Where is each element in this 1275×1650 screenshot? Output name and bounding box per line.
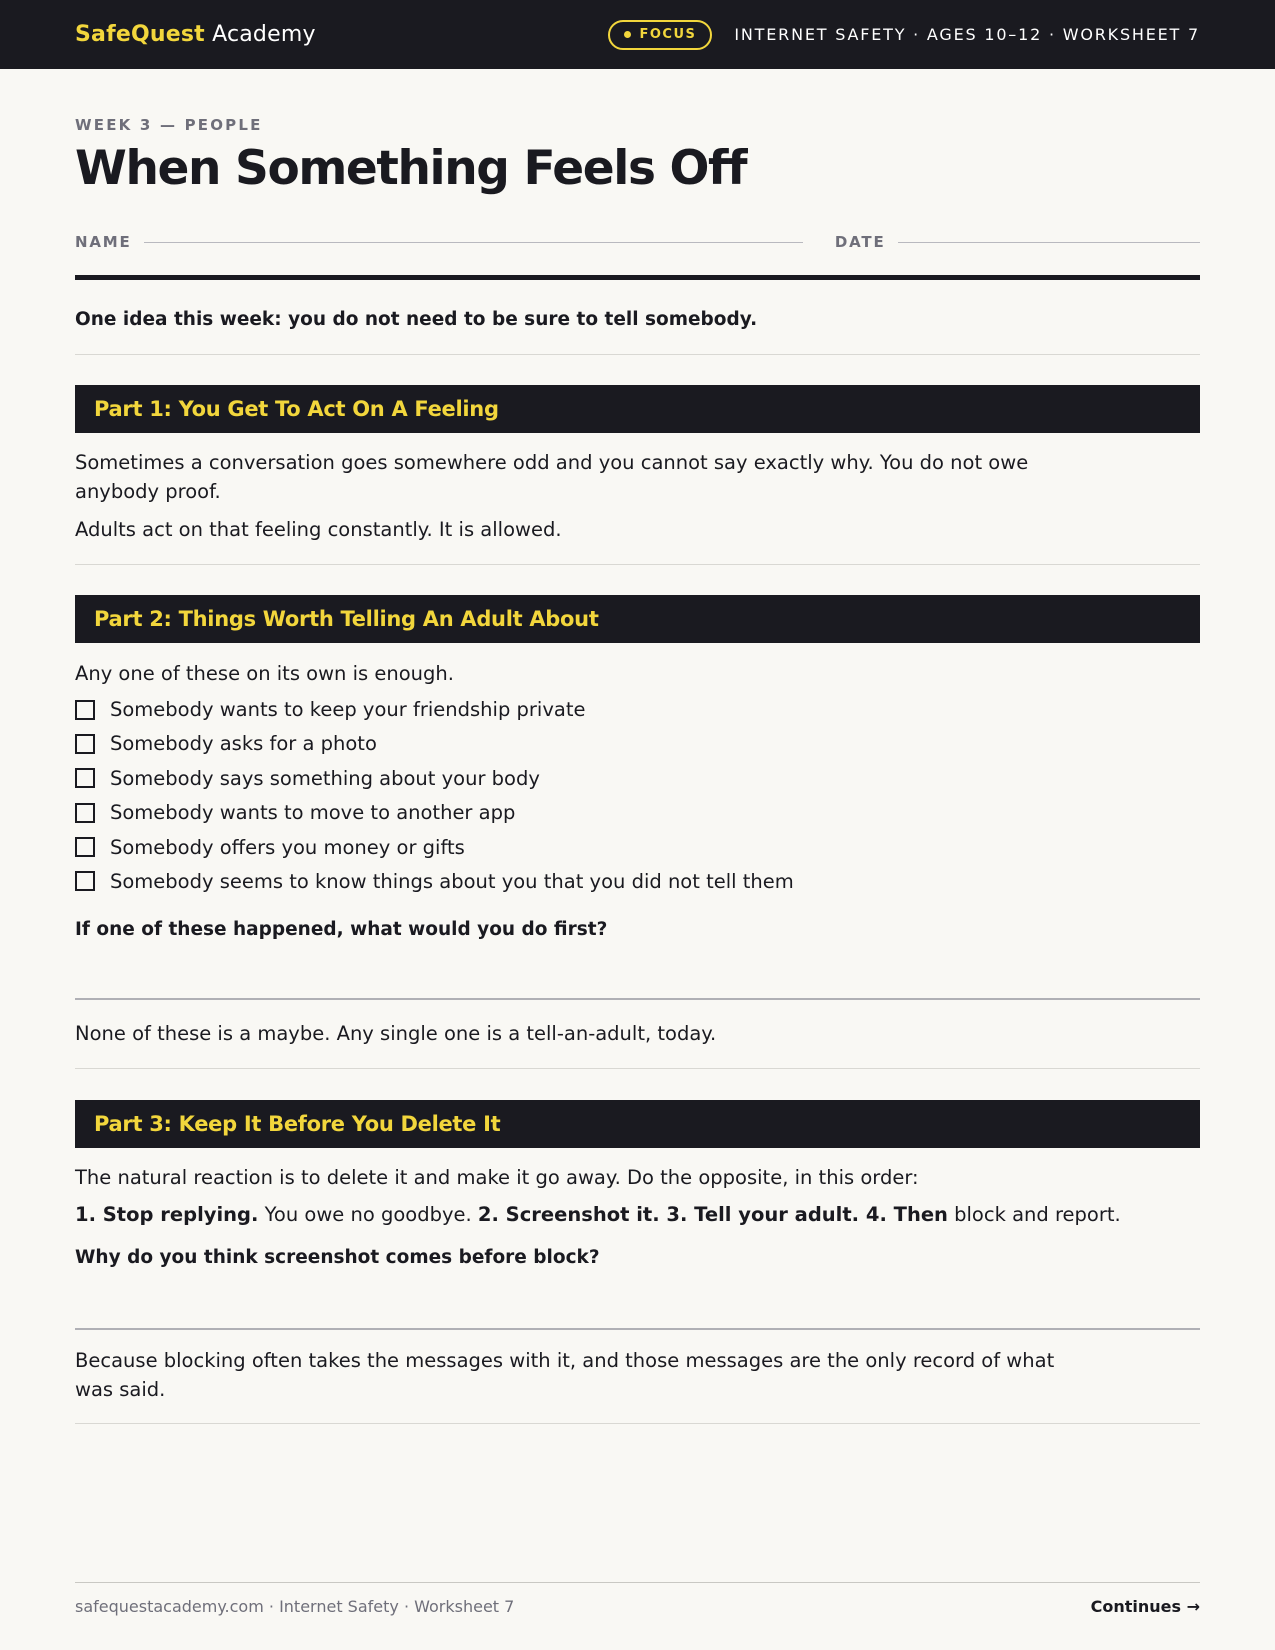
checklist-item <box>75 864 1200 898</box>
checklist-item-label: Somebody seems to know things about you that you did not tell them <box>110 869 794 893</box>
worksheet-body <box>75 69 1200 1424</box>
continues-link[interactable]: Continues → <box>1090 1597 1200 1616</box>
footer-source: safequestacademy.com · Internet Safety · Worksheet 7 <box>75 1597 515 1616</box>
checkbox[interactable] <box>75 768 95 788</box>
brand-name-bold: SafeQuest <box>75 22 205 47</box>
part2-answer-line[interactable] <box>75 998 1200 1000</box>
part3-answer-line[interactable] <box>75 1328 1200 1330</box>
checklist-item <box>75 692 1200 726</box>
part2-note: None of these is a maybe. Any single one is a tell-an-adult, today. <box>75 1021 717 1045</box>
part1-paragraph-2: Adults act on that feeling constantly. It is allowed. <box>75 518 562 542</box>
part2-intro: Any one of these on its own is enough. <box>75 662 454 686</box>
step2-text: block and report. <box>947 1202 1121 1226</box>
step2-bold: 2. Screenshot it. 3. Tell your adult. 4. Then <box>477 1202 948 1226</box>
checkbox[interactable] <box>75 837 95 857</box>
checkbox[interactable] <box>75 871 95 891</box>
part3-answer-line1: Because blocking often takes the messages with it, and those messages are the only record of what <box>75 1348 1055 1372</box>
divider-thick <box>75 275 1200 280</box>
part3-question: Why do you think screenshot comes before block? <box>75 1246 600 1268</box>
checklist-item-label: Somebody asks for a photo <box>110 732 377 756</box>
focus-label: FOCUS <box>639 27 697 42</box>
name-date-row <box>75 227 1200 251</box>
name-field[interactable] <box>144 235 803 243</box>
part2-heading: Part 2: Things Worth Telling An Adult About <box>75 595 1200 643</box>
checklist-item-label: Somebody wants to move to another app <box>110 801 516 825</box>
part1-heading: Part 1: You Get To Act On A Feeling <box>75 385 1200 433</box>
part2-question: If one of these happened, what would you do first? <box>75 918 608 940</box>
checklist-item-label: Somebody says something about your body <box>110 766 540 790</box>
checklist-item <box>75 796 1200 830</box>
checklist-item <box>75 727 1200 761</box>
part3-intro: The natural reaction is to delete it and make it go away. Do the opposite, in this order: <box>75 1165 919 1189</box>
checklist-item-label: Somebody wants to keep your friendship private <box>110 698 586 722</box>
part1-para-line1: Sometimes a conversation goes somewhere odd and you cannot say exactly why. You do not owe <box>75 451 1029 475</box>
warning-checklist <box>75 692 1200 898</box>
checkbox[interactable] <box>75 700 95 720</box>
part3-answer-line2: was said. <box>75 1377 166 1401</box>
divider <box>75 1423 1200 1424</box>
divider <box>75 564 1200 565</box>
divider <box>75 1068 1200 1069</box>
checklist-item <box>75 761 1200 795</box>
week-kicker: WEEK 3 — PEOPLE <box>75 116 263 134</box>
top-bar <box>0 0 1275 69</box>
page-footer <box>75 1582 1200 1616</box>
name-label: NAME <box>75 233 132 252</box>
checklist-item-label: Somebody offers you money or gifts <box>110 835 465 859</box>
brand-name-rest: Academy <box>204 22 316 47</box>
checkbox[interactable] <box>75 803 95 823</box>
step1-bold: 1. Stop replying. <box>75 1202 259 1226</box>
part3-heading: Part 3: Keep It Before You Delete It <box>75 1100 1200 1148</box>
divider <box>75 354 1200 355</box>
checklist-item <box>75 830 1200 864</box>
part3-steps <box>75 1200 1200 1229</box>
date-label: DATE <box>834 233 886 252</box>
step1-text: You owe no goodbye. <box>258 1202 478 1226</box>
part1-para-line2: anybody proof. <box>75 480 221 504</box>
date-field[interactable] <box>898 235 1201 243</box>
big-idea: One idea this week: you do not need to be sure to tell somebody. <box>75 309 758 331</box>
checkbox[interactable] <box>75 734 95 754</box>
part1-paragraph <box>75 448 1200 506</box>
series-label: INTERNET SAFETY · AGES 10–12 · WORKSHEET 7 <box>734 25 1200 44</box>
focus-badge <box>608 20 712 50</box>
brand-logo <box>75 22 316 47</box>
dot-icon <box>624 31 631 38</box>
part3-answer <box>75 1346 1200 1404</box>
header-right <box>608 20 1200 50</box>
page-title: When Something Feels Off <box>75 141 747 196</box>
